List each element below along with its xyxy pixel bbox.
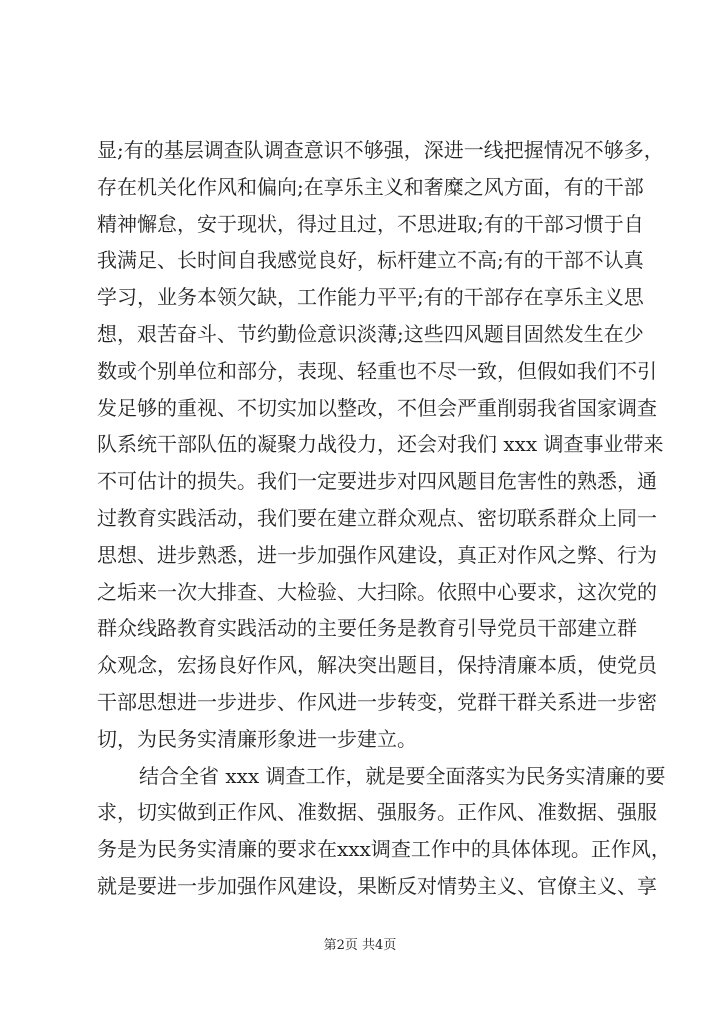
text-line: 过教育实践活动，我们要在建立群众观点、密切联系群众上同一 (97, 505, 657, 530)
text-line: 队系统干部队伍的凝聚力战役力，还会对我们 xxx 调查事业带来 (97, 432, 664, 457)
text-line: 务是为民务实清廉的要求在xxx调查工作中的具体体现。正作风， (97, 837, 671, 862)
text-line: 干部思想进一步进步、作风进一步转变，党群干群关系进一步密 (97, 689, 657, 714)
text-line: 发足够的重视、不切实加以整改，不但会严重削弱我省国家调查 (97, 395, 657, 420)
text-line: 学习，业务本领欠缺，工作能力平平;有的干部存在享乐主义思 (97, 285, 644, 310)
text-line: 显;有的基层调查队调查意识不够强，深进一线把握情况不够多， (97, 138, 664, 162)
text-line: 切，为民务实清廉形象进一步建立。 (97, 726, 417, 751)
page-footer: 第2页 共4页 (323, 938, 397, 953)
text-line: 众观念，宏扬良好作风，解决突出题目，保持清廉本质，使党员 (97, 653, 657, 678)
text-line: 精神懈怠，安于现状，得过且过，不思进取;有的干部习惯于自 (97, 211, 644, 236)
text-line: 之垢来一次大排查、大检验、大扫除。依照中心要求，这次党的 (97, 579, 657, 604)
text-line: 求，切实做到正作风、准数据、强服务。正作风、准数据、强服 (97, 800, 657, 825)
text-line: 思想、进步熟悉，进一步加强作风建设，真正对作风之弊、行为 (97, 542, 657, 567)
text-line: 群众线路教育实践活动的主要任务是教育引导党员干部建立群 (97, 616, 637, 641)
text-line: 我满足、长时间自我感觉良好，标杆建立不高;有的干部不认真 (97, 248, 644, 273)
text-line: 结合全省 xxx 调查工作，就是要全面落实为民务实清廉的要 (139, 763, 666, 788)
document-body (97, 132, 671, 905)
text-line: 想，艰苦奋斗、节约勤俭意识淡薄;这些四风题目固然发生在少 (97, 321, 644, 346)
text-line: 数或个别单位和部分，表现、轻重也不尽一致，但假如我们不引 (97, 358, 657, 383)
text-line: 存在机关化作风和偏向;在享乐主义和奢糜之风方面，有的干部 (97, 174, 644, 199)
paragraph-1 (97, 132, 664, 758)
text-line: 不可估计的损失。我们一定要进步对四风题目危害性的熟悉，通 (97, 469, 657, 494)
text-line: 就是要进一步加强作风建设，果断反对情势主义、官僚主义、享 (97, 873, 657, 898)
paragraph-2 (97, 758, 671, 905)
